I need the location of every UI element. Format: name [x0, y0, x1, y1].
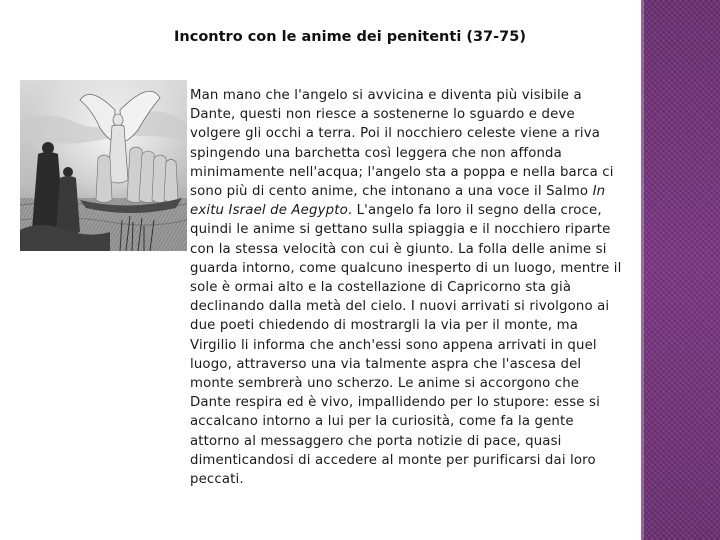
body-paragraph [190, 86, 624, 489]
decorative-side-panel [641, 0, 720, 540]
psalm-title-italic: In exitu Israel de Aegypto [190, 184, 606, 219]
angel-boat-engraving-icon [20, 80, 187, 251]
slide-title: Incontro con le anime dei penitenti (37-75) [174, 29, 526, 45]
paragraph-text-part2: . L'angelo fa loro il segno della croce, quindi le anime si gettano sulla spiaggia e il nocchiero riparte con la stessa velocità con cui è giunto. La folla delle anime si guarda intorno, come qualcuno inesperto di un luogo, mentre il sole è ormai alto e la costellazione di Capricorno sta già declinando dalla metà del cielo. I nuovi arrivati si rivolgono ai due poeti chiedendo di mostrargli la via per il monte, ma Virgilio li informa che anch'essi sono appena arrivati in quel luogo, attraverso una via talmente aspra che l'ascesa del monte sembrerà uno scherzo. Le anime si accorgono che Dante respira ed è vivo, impallidendo per lo stupore: esse si accalcano intorno a lui per la curiosità, come fa la gente attorno al messaggero che porta notizie di pace, quasi dimenticandosi di accedere al monte per purificarsi dai loro peccati. [190, 203, 622, 488]
paragraph-text-part1: Man mano che l'angelo si avvicina e diventa più visibile a Dante, questi non riesce a sostenerne lo sguardo e deve volgere gli occhi a terra. Poi il nocchiero celeste viene a riva spingendo una barchetta così leggera che non affonda minimamente nell'acqua; l'angelo sta a poppa e nella barca ci sono più di cento anime, che intonano a una voce il Salmo [190, 88, 614, 200]
